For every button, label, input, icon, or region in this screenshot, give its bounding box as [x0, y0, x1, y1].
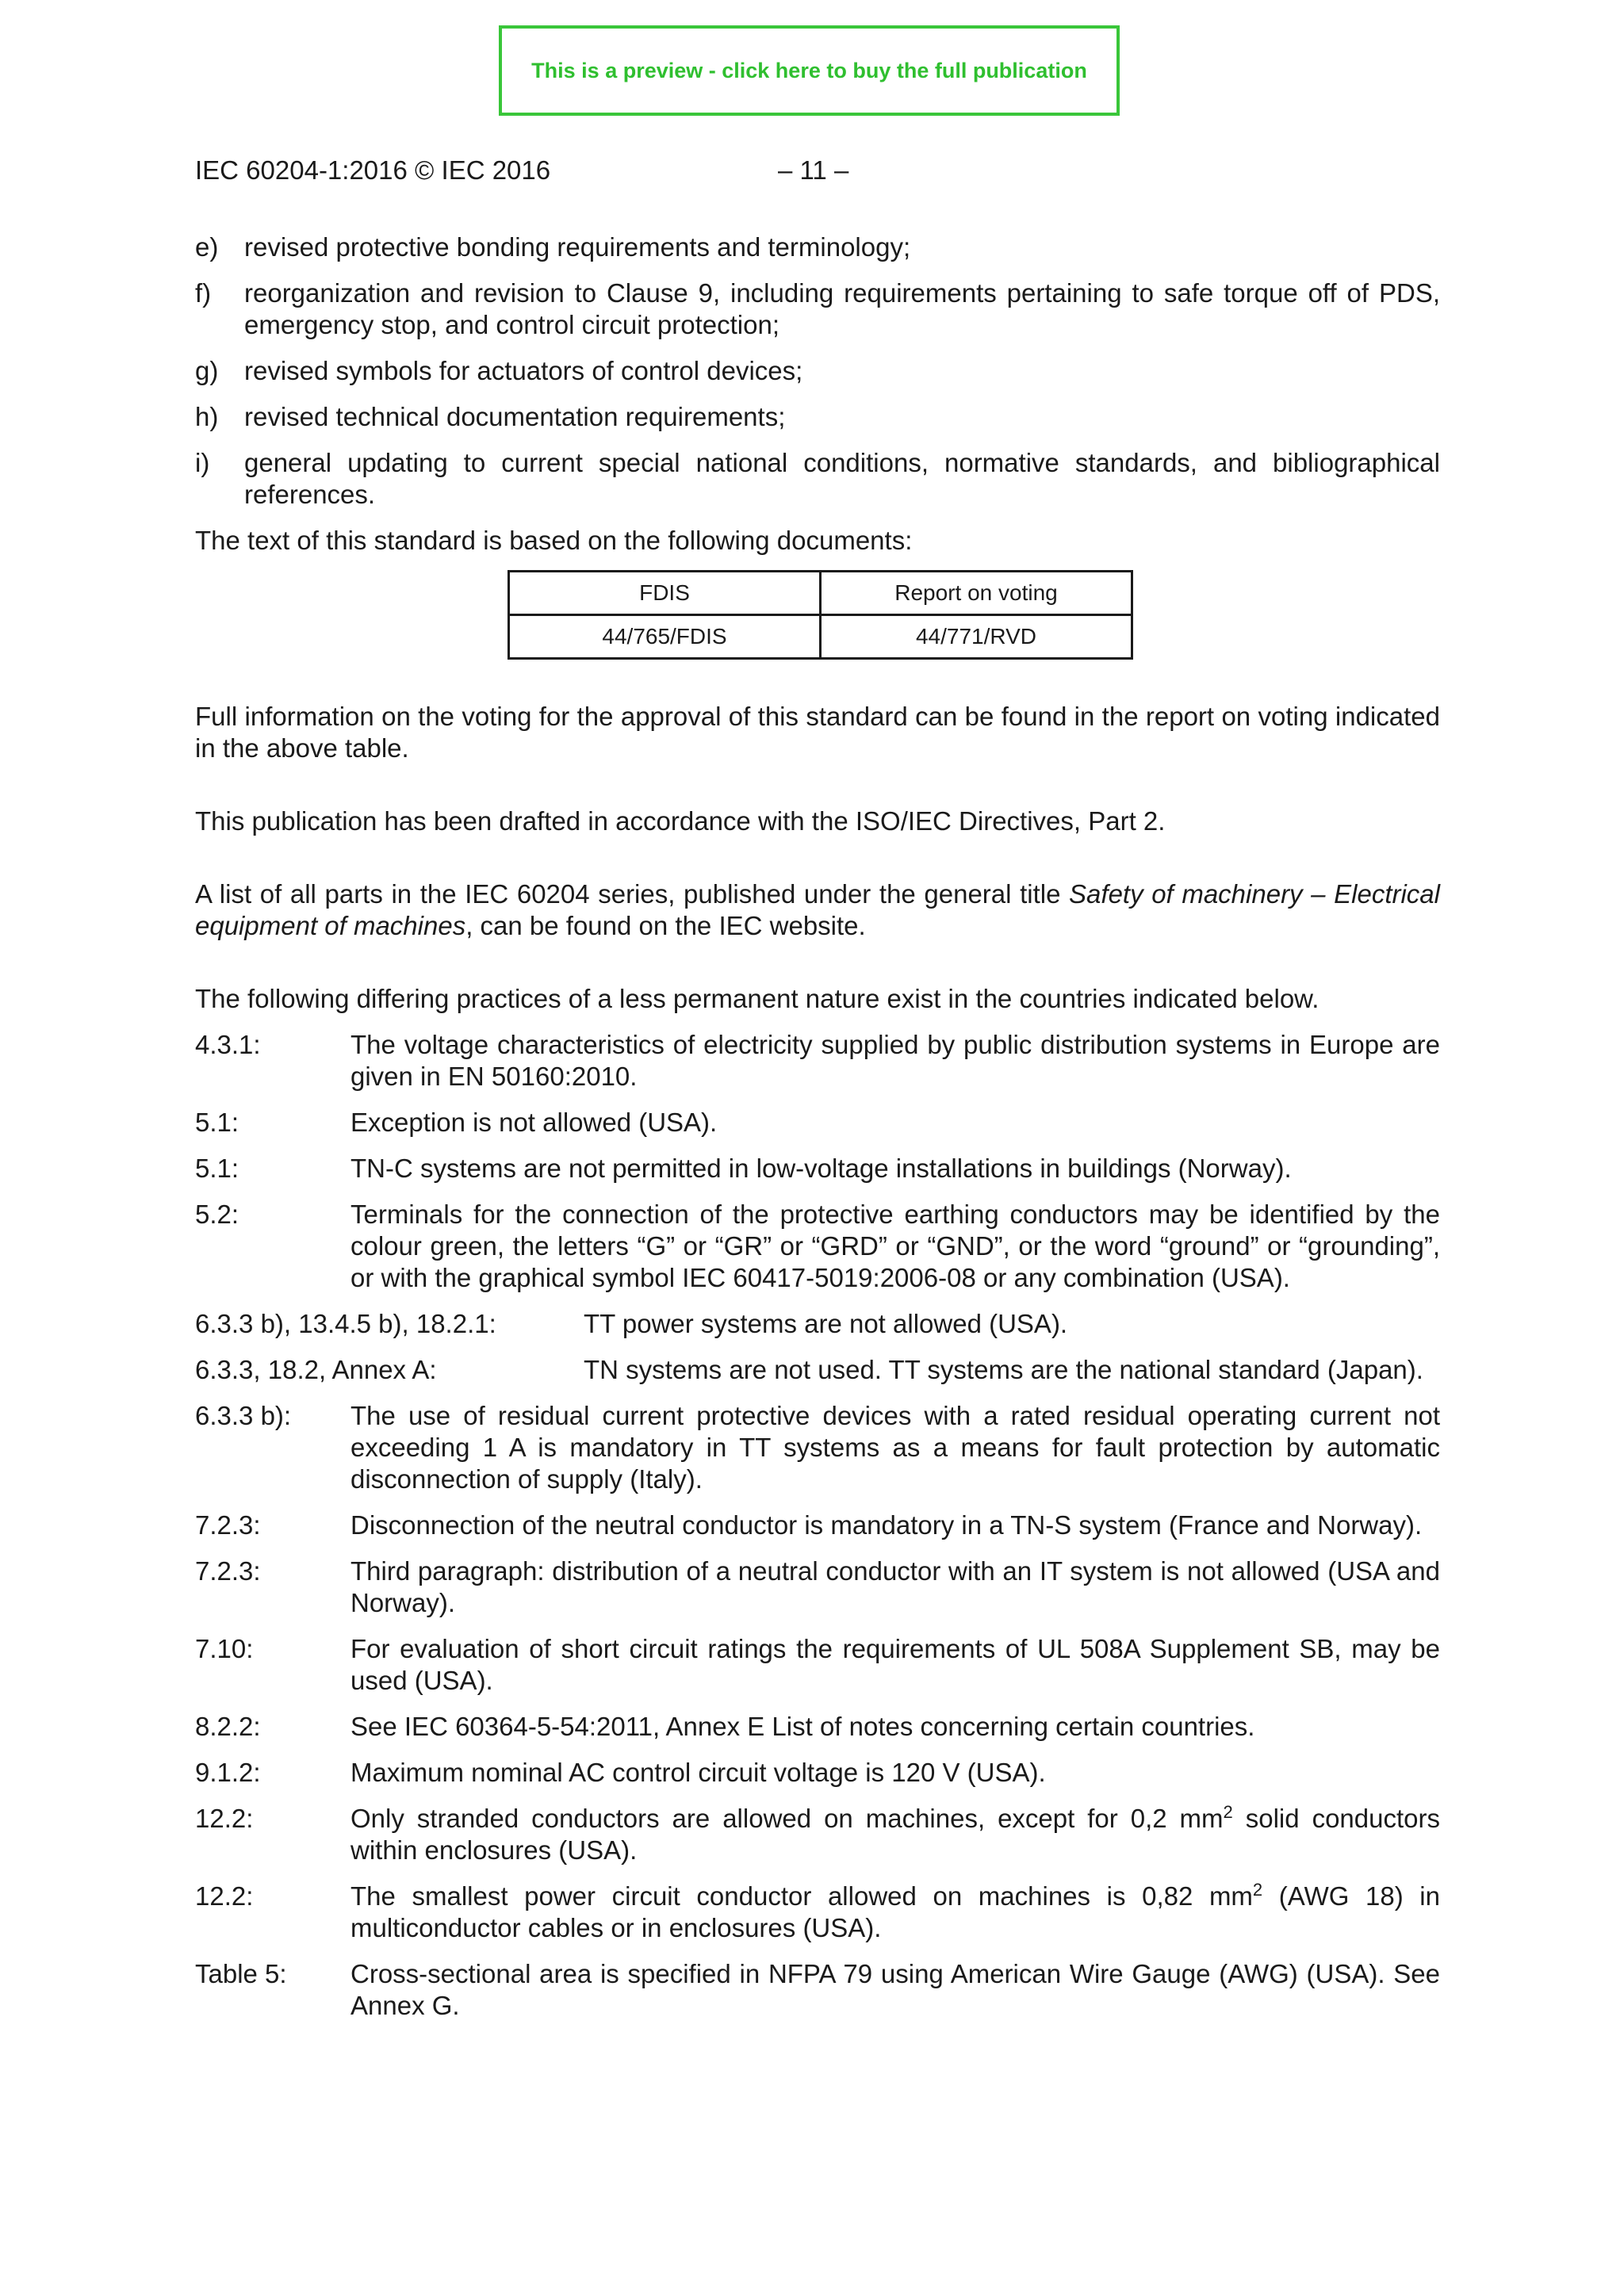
deviation-text: The use of residual current protective devices with a rated residual operating current not exceeding 1 A is mandatory in TT systems as a means for fault protection by automatic disconnection of supply (Italy).	[350, 1401, 1440, 1494]
list-text: reorganization and revision to Clause 9, including requirements pertaining to safe torque off of PDS, emergency stop, and control circuit protection;	[244, 278, 1440, 339]
deviation-text: Terminals for the connection of the protective earthing conductors may be identified by the colour green, the letters “G” or “GR” or “GRD” or “GND”, or the word “ground” or “grounding”, or with the graphical symbol IEC 60417-5019:2006-08 or any combination (USA).	[350, 1200, 1440, 1292]
drafted-paragraph: This publication has been drafted in accordance with the ISO/IEC Directives, Part 2.	[195, 806, 1166, 836]
list-marker: i)	[195, 448, 210, 477]
page-header	[195, 155, 1440, 187]
deviation-item	[195, 1199, 1440, 1294]
clause-ref: 7.2.3:	[195, 1556, 261, 1586]
document-id: IEC 60204-1:2016 © IEC 2016	[195, 155, 551, 185]
list-item	[195, 401, 1440, 433]
series-paragraph	[195, 878, 1440, 942]
deviation-item	[195, 1556, 1440, 1619]
deviation-item	[195, 1711, 1440, 1743]
series-suffix: , can be found on the IEC website.	[465, 911, 866, 940]
differing-practices-paragraph: The following differing practices of a less permanent nature exist in the countries indicated below.	[195, 984, 1320, 1013]
text-before: The smallest power circuit conductor allowed on machines is 0,82 mm	[350, 1881, 1253, 1911]
list-marker: g)	[195, 356, 219, 385]
page-content	[195, 232, 1440, 2036]
changes-list	[195, 232, 1440, 511]
deviation-text: Third paragraph: distribution of a neutral conductor with an IT system is not allowed (USA and Norway).	[350, 1556, 1440, 1617]
clause-ref: 5.1:	[195, 1108, 239, 1137]
text-after: (AWG 18) in multiconductor cables or in enclosures (USA).	[350, 1881, 1440, 1942]
deviation-text: For evaluation of short circuit ratings the requirements of UL 508A Supplement SB, may be used (USA).	[350, 1634, 1440, 1695]
buy-publication-link[interactable]: This is a preview - click here to buy the full publication	[499, 25, 1120, 116]
table-row	[509, 615, 1132, 659]
list-item	[195, 447, 1440, 511]
clause-ref: 12.2:	[195, 1881, 254, 1911]
superscript: 2	[1223, 1802, 1233, 1822]
deviation-item	[195, 1308, 1440, 1340]
list-text: revised protective bonding requirements and terminology;	[244, 232, 911, 262]
list-marker: h)	[195, 402, 219, 431]
deviation-item	[195, 1354, 1440, 1386]
table-header-row	[509, 572, 1132, 615]
clause-ref: 8.2.2:	[195, 1712, 261, 1741]
page-number: – 11 –	[778, 155, 849, 185]
deviation-item	[195, 1633, 1440, 1697]
list-item	[195, 277, 1440, 341]
deviation-text: TN-C systems are not permitted in low-voltage installations in buildings (Norway).	[350, 1154, 1292, 1183]
clause-ref: 12.2:	[195, 1804, 254, 1833]
clause-ref: 6.3.3 b), 13.4.5 b), 18.2.1:	[195, 1309, 496, 1338]
text-before: Only stranded conductors are allowed on machines, except for 0,2 mm	[350, 1804, 1224, 1833]
clause-ref: Table 5:	[195, 1959, 287, 1988]
list-text: general updating to current special national conditions, normative standards, and bibliographical references.	[244, 448, 1440, 509]
list-item	[195, 232, 1440, 263]
deviation-item	[195, 1958, 1440, 2022]
deviation-item	[195, 1400, 1440, 1495]
clause-ref: 5.2:	[195, 1200, 239, 1229]
clause-ref: 6.3.3, 18.2, Annex A:	[195, 1355, 437, 1384]
superscript: 2	[1252, 1880, 1263, 1900]
table-header-cell: Report on voting	[821, 572, 1132, 615]
deviation-text: Cross-sectional area is specified in NFPA 79 using American Wire Gauge (AWG) (USA). See Annex G.	[350, 1959, 1440, 2020]
deviation-item	[195, 1757, 1440, 1789]
text-after: solid conductors within enclosures (USA).	[350, 1804, 1440, 1865]
list-marker: e)	[195, 232, 219, 262]
deviation-text: Exception is not allowed (USA).	[350, 1108, 718, 1137]
voting-info-paragraph: Full information on the voting for the approval of this standard can be found in the report on voting indicated in the above table.	[195, 702, 1440, 763]
clause-ref: 4.3.1:	[195, 1030, 261, 1059]
list-text: revised technical documentation requirements;	[244, 402, 786, 431]
deviation-text: Disconnection of the neutral conductor is mandatory in a TN-S system (France and Norway).	[350, 1510, 1423, 1540]
list-marker: f)	[195, 278, 212, 308]
table-cell: 44/765/FDIS	[509, 615, 821, 659]
documents-intro: The text of this standard is based on the following documents:	[195, 526, 913, 555]
list-item	[195, 355, 1440, 387]
series-prefix: A list of all parts in the IEC 60204 series, published under the general title	[195, 879, 1070, 909]
deviation-item	[195, 1803, 1440, 1866]
deviation-item	[195, 1510, 1440, 1541]
clause-ref: 9.1.2:	[195, 1758, 261, 1787]
deviation-item	[195, 1881, 1440, 1944]
voting-table	[508, 570, 1133, 660]
deviation-text: TN systems are not used. TT systems are the national standard (Japan).	[584, 1355, 1423, 1384]
clause-ref: 7.10:	[195, 1634, 254, 1663]
clause-ref: 5.1:	[195, 1154, 239, 1183]
clause-ref: 6.3.3 b):	[195, 1401, 292, 1430]
series-title: Safety of machinery – Electrical equipment of machines	[195, 879, 1440, 940]
table-header-cell: FDIS	[509, 572, 821, 615]
deviation-item	[195, 1029, 1440, 1093]
deviation-text: TT power systems are not allowed (USA).	[584, 1309, 1068, 1338]
deviation-text	[350, 1881, 1440, 1944]
table-cell: 44/771/RVD	[821, 615, 1132, 659]
list-text: revised symbols for actuators of control devices;	[244, 356, 803, 385]
deviation-text: See IEC 60364-5-54:2011, Annex E List of notes concerning certain countries.	[350, 1712, 1255, 1741]
clause-ref: 7.2.3:	[195, 1510, 261, 1540]
deviation-item	[195, 1153, 1440, 1184]
deviations-list	[195, 1029, 1440, 2022]
deviation-text: The voltage characteristics of electricity supplied by public distribution systems in Europe are given in EN 50160:2010.	[350, 1030, 1440, 1091]
deviation-text	[350, 1803, 1440, 1866]
deviation-item	[195, 1107, 1440, 1138]
deviation-text: Maximum nominal AC control circuit voltage is 120 V (USA).	[350, 1758, 1046, 1787]
